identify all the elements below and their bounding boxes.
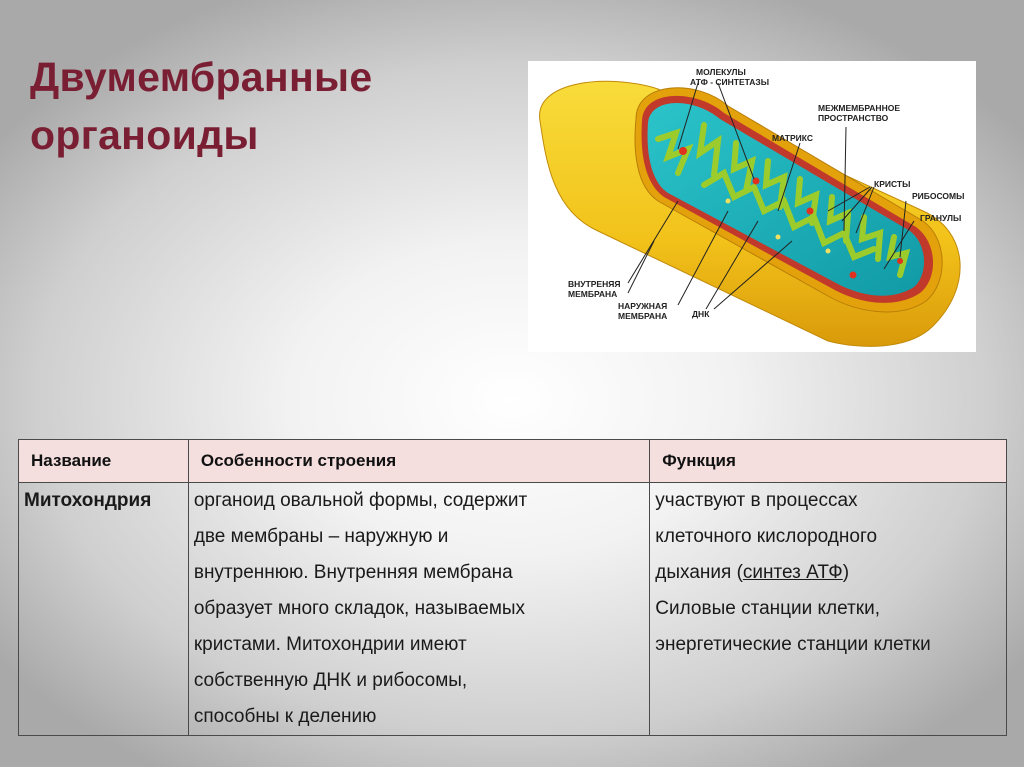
structure-line: внутреннюю. Внутренняя мембрана [193, 562, 513, 583]
header-name: Название [19, 440, 189, 483]
function-line: энергетические станции клетки [655, 634, 931, 655]
label-cristae: КРИСТЫ [874, 179, 911, 189]
label-atp-synthase-2: АТФ - СИНТЕТАЗЫ [690, 77, 770, 87]
label-inner-membrane-2: МЕМБРАНА [568, 289, 618, 299]
structure-line: кристами. Митохондрии имеют [193, 634, 467, 655]
atp-synthesis-link[interactable]: синтез АТФ [742, 562, 843, 583]
label-intermembrane-1: МЕЖМЕМБРАННОЕ [818, 103, 900, 113]
structure-line: способны к делению [193, 706, 377, 727]
structure-line: органоид овальной формы, содержит [193, 490, 528, 511]
structure-line: две мембраны – наружную и [193, 526, 449, 547]
label-outer-membrane-2: МЕМБРАНА [618, 311, 668, 321]
organelle-name: Митохондрия [24, 490, 152, 511]
structure-cell [188, 483, 649, 736]
label-ribosomes: РИБОСОМЫ [912, 191, 965, 201]
mitochondrion-illustration [528, 61, 976, 352]
function-cell [650, 483, 1007, 736]
label-inner-membrane-1: ВНУТРЕНЯЯ [568, 279, 621, 289]
table-header-row [19, 440, 1007, 483]
structure-line: собственную ДНК и рибосомы, [193, 670, 468, 691]
slide-title: Двумембранные органоиды [30, 54, 373, 158]
function-line: клеточного кислородного [655, 526, 878, 547]
label-granules: ГРАНУЛЫ [920, 213, 962, 223]
table-row [19, 483, 1007, 736]
label-outer-membrane-1: НАРУЖНАЯ [618, 301, 668, 311]
function-line-suffix: ) [842, 562, 850, 583]
mitochondrion-diagram [528, 61, 976, 352]
label-dna: ДНК [692, 309, 710, 319]
function-line [655, 555, 1001, 591]
label-atp-synthase-1: МОЛЕКУЛЫ [696, 67, 746, 77]
organelle-table [18, 439, 1007, 736]
function-line: Силовые станции клетки, [655, 598, 880, 619]
structure-line: образует много складок, называемых [193, 598, 526, 619]
header-function: Функция [650, 440, 1007, 483]
function-line-prefix: дыхания ( [655, 562, 743, 583]
header-structure: Особенности строения [188, 440, 649, 483]
label-matrix: МАТРИКС [772, 133, 813, 143]
organelle-name-cell [19, 483, 189, 736]
label-intermembrane-2: ПРОСТРАНСТВО [818, 113, 889, 123]
function-line: участвуют в процессах [655, 490, 858, 511]
